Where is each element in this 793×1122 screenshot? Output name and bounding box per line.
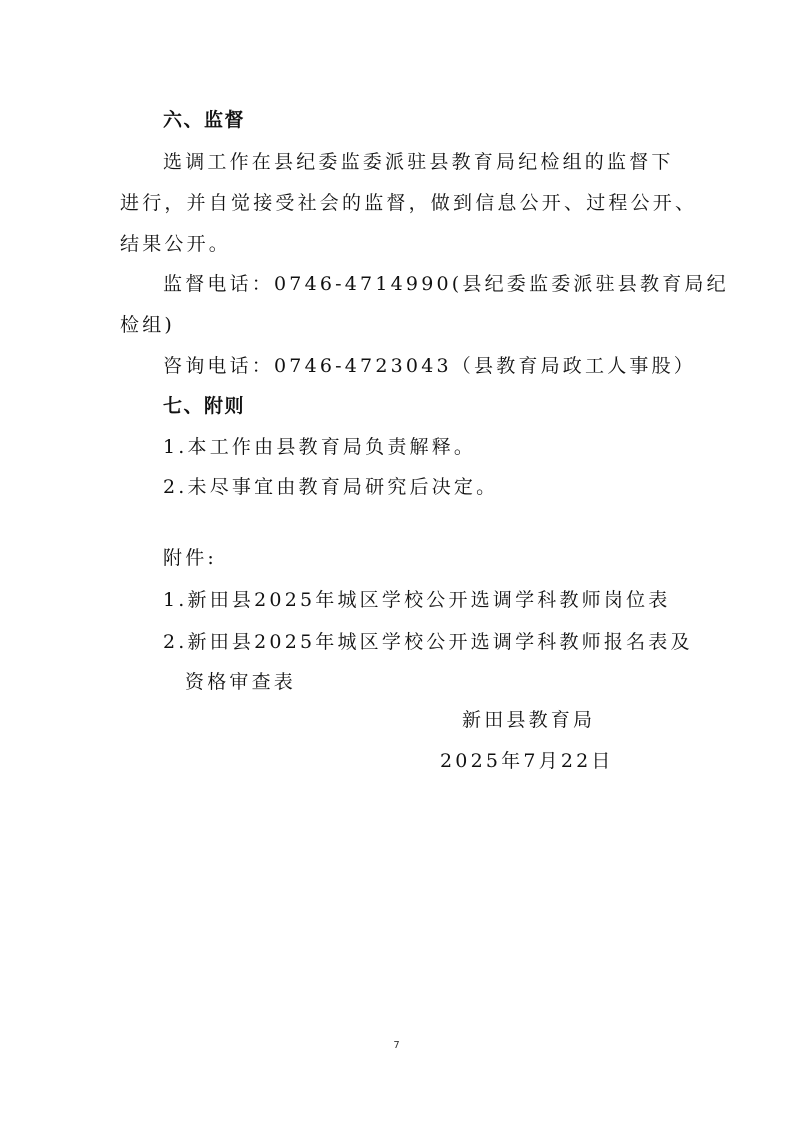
attachment-item-2-line-2: 资格审查表 — [185, 671, 297, 693]
supervision-paragraph-line-3: 结果公开。 — [120, 233, 232, 255]
section-seven-heading: 七、附则 — [163, 395, 246, 417]
consult-phone: 咨询电话：0746-4723043（县教育局政工人事股） — [163, 355, 696, 377]
supervision-paragraph-line-1: 选调工作在县纪委监委派驻县教育局纪检组的监督下 — [163, 151, 674, 173]
section-six-heading: 六、监督 — [163, 109, 246, 131]
attachment-item-1: 1.新田县2025年城区学校公开选调学科教师岗位表 — [163, 589, 671, 611]
page-number: 7 — [393, 1040, 400, 1051]
supervision-phone-line-1: 监督电话：0746-4714990(县纪委监委派驻县教育局纪 — [163, 273, 729, 295]
signature-organization: 新田县教育局 — [462, 709, 596, 731]
supplementary-item-1: 1.本工作由县教育局负责解释。 — [163, 436, 477, 458]
supervision-phone-line-2: 检组) — [120, 314, 176, 336]
supplementary-item-2: 2.未尽事宜由教育局研究后决定。 — [163, 476, 499, 498]
supervision-paragraph-line-2: 进行，并自觉接受社会的监督，做到信息公开、过程公开、 — [120, 192, 698, 214]
attachment-item-2-line-1: 2.新田县2025年城区学校公开选调学科教师报名表及 — [163, 631, 693, 653]
attachments-label: 附件: — [163, 547, 218, 569]
signature-date: 2025年7月22日 — [440, 750, 614, 772]
